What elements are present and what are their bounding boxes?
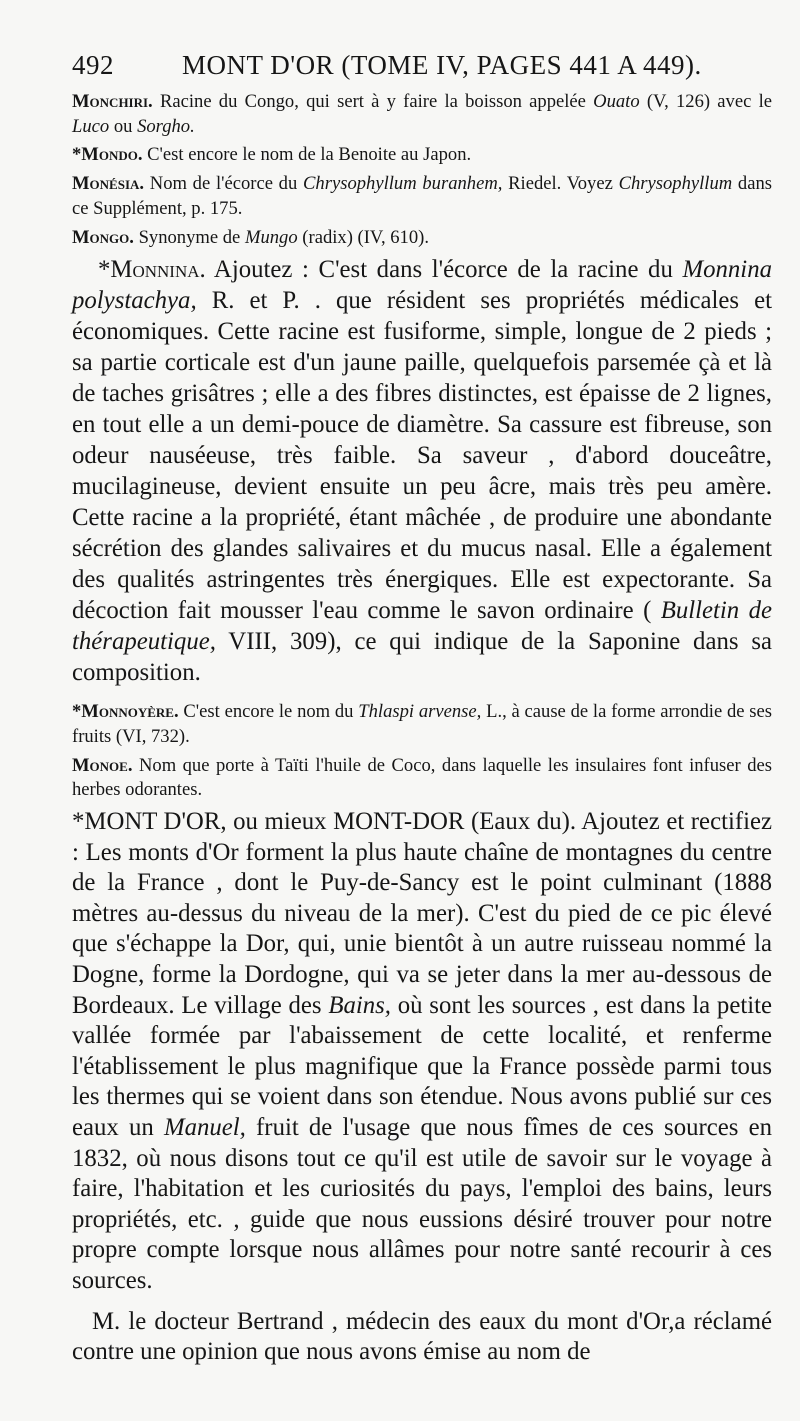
entry-term: *MONT D'OR [72, 808, 221, 836]
entry-mondo: *Mondo. C'est encore le nom de la Benoite au Japon. [72, 144, 472, 166]
entry-term: Monchiri. [72, 91, 153, 112]
entry-term: Monésia. [72, 173, 145, 195]
entry-mongo: Mongo. Synonyme de Mungo (radix) (IV, 610). [72, 226, 429, 248]
page-number: 492 [72, 50, 114, 80]
paragraph-bertrand: M. le docteur Bertrand , médecin des eaux du mont d'Or,a réclamé contre une opinion que nous avons émise au nom de [72, 1307, 772, 1366]
entry-term: Monoe. [72, 754, 133, 776]
entry-monnoyere: *Monnoyère. C'est encore le nom du Thlaspi arvense, L., à cause de la forme arrondie de ses fruits (VI, 732). [72, 701, 773, 747]
entry-monchiri: Monchiri. Racine du Congo, qui sert à y faire la boisson appelée Ouato (V, 126) avec le Luco ou Sorgho. [72, 91, 772, 137]
entry-monoe: Monoe. Nom que porte à Taïti l'huile de Coco, dans laquelle les insulaires font infuser des herbes odorantes. [72, 754, 772, 801]
entry-term: *Monnoyère. [72, 701, 179, 723]
entry-term: *Mondo. [72, 144, 143, 166]
running-title: MONT D'OR (TOME IV, PAGES 441 A 449). [182, 50, 702, 80]
entry-term: Mongo. [72, 226, 134, 248]
entry-monesia: Monésia. Nom de l'écorce du Chrysophyllum buranhem, Riedel. Voyez Chrysophyllum dans ce Supplément, p. 175. [72, 173, 773, 219]
entry-term: *Monnina. [98, 256, 206, 284]
entry-mont-dor: *MONT D'OR, ou mieux MONT-DOR (Eaux du). Ajoutez et rectifiez : Les monts d'Or forment la plus haute chaîne de montagnes du centre de la France , dont le Puy-de-Sancy est le point culminant (1888 mètres au-dessus du niveau de la mer). C'est du pied de ce pic élevé que s'échappe la Dor, qui, unie bientôt à un autre ruisseau nommé la Dogne, forme la Dordogne, qui va se jeter dans la mer au-dessous de Bordeaux. Le village des Bains, où sont les sources , est dans la petite vallée formée par l'abaissement de cette localité, et renferme l'établissement le plus magnifique que la France possède parmi tous les thermes qui se voient dans son étendue. Nous avons publié sur ces eaux un Manuel, fruit de l'usage que nous fîmes de ces sources en 1832, où nous disons tout ce qu'il est utile de savoir sur le voyage à faire, l'habitation et les curiosités du pays, l'emploi des bains, leurs propriétés, etc. , guide que nous eussions désiré trouver pour notre propre compte lorsque nous allâmes pour notre santé recourir à ces sources. [72, 808, 773, 1294]
running-header [72, 48, 772, 82]
entry-monnina: *Monnina. Ajoutez : C'est dans l'écorce de la racine du Monnina polystachya, R. et P. . que résident ses propriétés médicales et économiques. Cette racine est fusiforme, simple, longue de 2 pieds ; sa partie corticale est d'un jaune paille, quelquefois parsemée çà et là de taches grisâtres ; elle a des fibres distinctes, est épaisse de 2 lignes, en tout elle a un demi-pouce de diamètre. Sa cassure est fibreuse, son odeur nauséeuse, très faible. Sa saveur , d'abord douceâtre, mucilagineuse, devient ensuite un peu âcre, mais très peu amère. Cette racine a la propriété, étant mâchée , de produire une abondante sécrétion des glandes salivaires et du mucus nasal. Elle a également des qualités astringentes très énergiques. Elle est expectorante. Sa décoction fait mousser l'eau comme le savon ordinaire ( Bulletin de thérapeutique, VIII, 309), ce qui indique de la Saponine dans sa composition. [72, 256, 772, 687]
